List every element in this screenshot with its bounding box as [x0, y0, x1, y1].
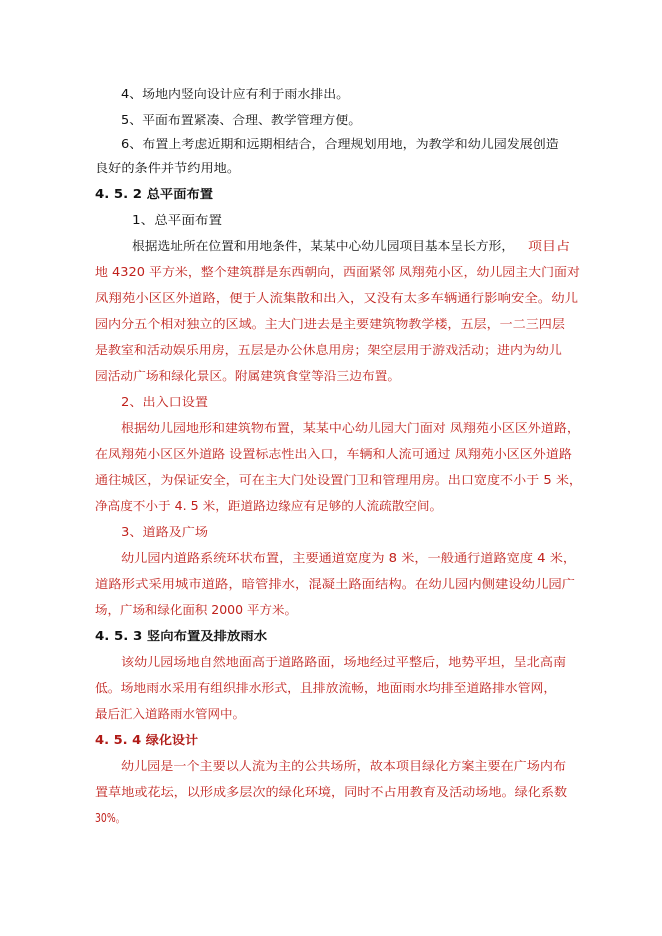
- section-heading: 4. 5. 4 绿化设计: [95, 733, 199, 747]
- paragraph-line: 3、道路及广场: [121, 525, 209, 539]
- paragraph-line: 项目占: [528, 239, 571, 253]
- paragraph-line: 凤翔苑小区区外道路，便于人流集散和出入，又没有太多车辆通行影响安全。幼儿: [95, 291, 579, 305]
- paragraph-line: 通往城区，为保证安全，可在主大门处设置门卫和管理用房。出口宽度不小于 5 米，: [95, 473, 582, 487]
- paragraph-line: 良好的条件并节约用地。: [95, 161, 241, 175]
- paragraph-line: 5、平面布置紧凑、合理、教学管理方便。: [121, 113, 362, 127]
- paragraph-line: 置草地或花坛，以形成多层次的绿化环境，同时不占用教育及活动场地。绿化系数: [95, 785, 568, 799]
- paragraph-line: 幼儿园内道路系统环状布置，主要通道宽度为 8 米，一般通行道路宽度 4 米，: [121, 551, 577, 565]
- section-heading: 4. 5. 2 总平面布置: [95, 187, 214, 201]
- paragraph-line: 30%。: [95, 811, 126, 825]
- paragraph-line: 1、总平面布置: [132, 213, 223, 227]
- paragraph-line: 园活动广场和绿化景区。附属建筑食堂等沿三边布置。: [95, 369, 401, 383]
- paragraph-line: 是教室和活动娱乐用房，五层是办公休息用房；架空层用于游戏活动；进内为幼儿: [95, 343, 562, 357]
- paragraph-line: 6、布置上考虑近期和远期相结合，合理规划用地，为教学和幼儿园发展创造: [121, 137, 559, 151]
- paragraph-line: 根据幼儿园地形和建筑物布置，某某中心幼儿园大门面对 凤翔苑小区区外道路，: [121, 421, 580, 435]
- paragraph-line: 4、场地内竖向设计应有利于雨水排出。: [121, 87, 350, 101]
- paragraph-line: 地 4320 平方米，整个建筑群是东西朝向，西面紧邻 凤翔苑小区，幼儿园主大门面对: [95, 265, 580, 279]
- paragraph-line: 园内分五个相对独立的区域。主大门进去是主要建筑物教学楼，五层，一二三四层: [95, 317, 565, 331]
- paragraph-line: 场，广场和绿化面积 2000 平方米。: [95, 603, 297, 617]
- paragraph-line: 幼儿园是一个主要以人流为主的公共场所，故本项目绿化方案主要在广场内布: [121, 759, 567, 773]
- section-heading: 4. 5. 3 竖向布置及排放雨水: [95, 629, 268, 643]
- paragraph-line: 根据选址所在位置和用地条件，某某中心幼儿园项目基本呈长方形，: [132, 239, 515, 253]
- paragraph-line: 2、出入口设置: [121, 395, 209, 409]
- paragraph-line: 该幼儿园场地自然地面高于道路路面，场地经过平整后，地势平坦，呈北高南: [121, 655, 567, 669]
- paragraph-line: 最后汇入道路雨水管网中。: [95, 707, 246, 721]
- paragraph-line: 在凤翔苑小区区外道路 设置标志性出入口，车辆和人流可通过 凤翔苑小区区外道路: [95, 447, 572, 461]
- paragraph-line: 道路形式采用城市道路，暗管排水，混凝土路面结构。在幼儿园内侧建设幼儿园广: [95, 577, 575, 591]
- paragraph-line: 低。场地雨水采用有组织排水形式，且排放流畅，地面雨水均排至道路排水管网，: [95, 681, 557, 695]
- paragraph-line: 净高度不小于 4. 5 米，距道路边缘应有足够的人流疏散空间。: [95, 499, 443, 513]
